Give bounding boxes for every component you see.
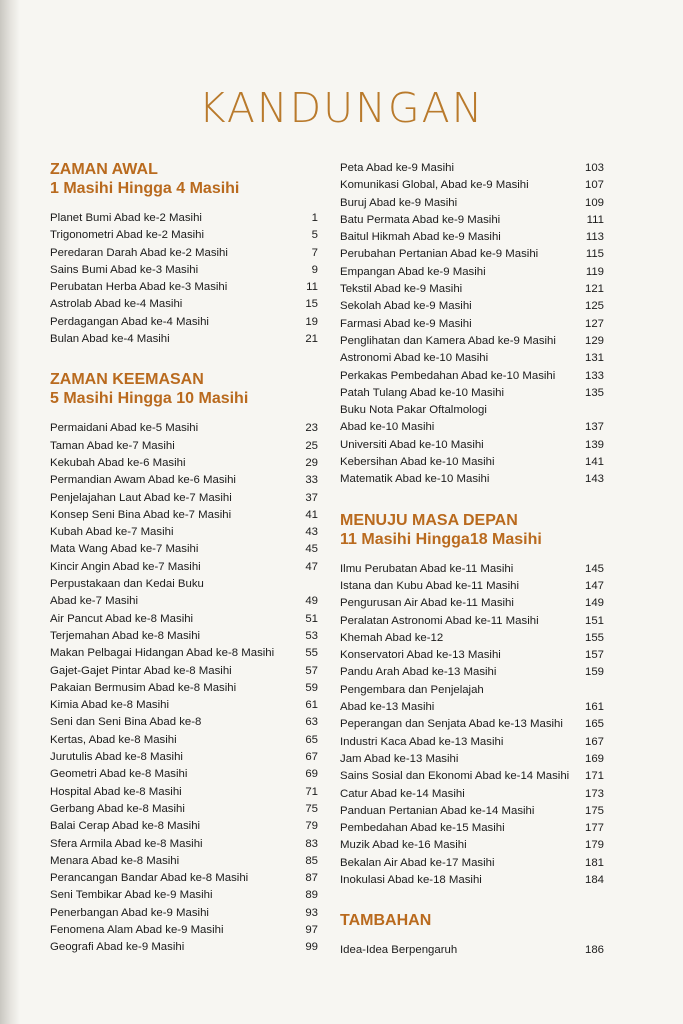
toc-entry-title: Air Pancut Abad ke-8 Masihi — [50, 612, 194, 625]
page-title: KANDUNGAN — [198, 84, 485, 132]
toc-entry — [340, 613, 604, 630]
toc-entry — [340, 246, 604, 263]
toc-entry-page-number: 131 — [584, 352, 604, 365]
toc-entry-title: Kertas, Abad ke-8 Masihi — [50, 733, 177, 746]
toc-entry-title: Industri Kaca Abad ke-13 Masihi — [340, 735, 504, 748]
toc-entry-page-number: 103 — [584, 162, 604, 174]
section-subheading: 5 Masihi Hingga 10 Masihi — [50, 390, 249, 408]
section-heading: ZAMAN KEEMASAN — [50, 371, 204, 389]
toc-entry — [50, 905, 318, 922]
toc-entry-title: Panduan Pertanian Abad ke-14 Masihi — [340, 804, 535, 817]
toc-entry-page-number: 177 — [584, 822, 604, 835]
toc-entry-title: Komunikasi Global, Abad ke-9 Masihi — [340, 179, 529, 192]
toc-entry-title: Catur Abad ke-14 Masihi — [340, 787, 465, 800]
toc-entry — [340, 630, 604, 647]
toc-entry-page-number: 159 — [584, 666, 604, 679]
toc-entry — [50, 262, 318, 279]
toc-entry-title: Kubah Abad ke-7 Masihi — [50, 526, 174, 539]
toc-entry-page-number: 181 — [584, 856, 604, 869]
toc-entry-page-number: 113 — [585, 231, 604, 244]
toc-entry — [340, 768, 604, 785]
toc-left-column — [50, 160, 318, 957]
toc-entry — [50, 611, 318, 628]
toc-entry-page-number: 115 — [585, 248, 604, 261]
toc-entry — [340, 368, 604, 385]
toc-entry — [340, 229, 604, 246]
toc-entry-page-number: 69 — [305, 768, 318, 781]
toc-entry-title: Pakaian Bermusim Abad ke-8 Masihi — [50, 681, 237, 694]
toc-entry-page-number: 147 — [584, 579, 604, 592]
toc-entry-title: Pembedahan Abad ke-15 Masihi — [340, 822, 505, 835]
toc-entry-title: Inokulasi Abad ke-18 Masihi — [340, 873, 482, 886]
toc-entry — [340, 195, 604, 212]
toc-right-column — [340, 160, 604, 960]
toc-entry-page-number: 129 — [584, 334, 604, 347]
toc-entry-page-number: 109 — [584, 196, 604, 209]
toc-entry-page-number: 173 — [584, 787, 604, 800]
toc-entry-title: Permandian Awam Abad ke-6 Masihi — [50, 474, 236, 487]
toc-entry-page-number: 99 — [305, 941, 318, 954]
toc-entry-title: Perdagangan Abad ke-4 Masihi — [50, 315, 209, 328]
toc-entry-page-number: 107 — [584, 179, 604, 192]
toc-entry-page-number: 155 — [584, 631, 604, 644]
toc-entry-title: Bekalan Air Abad ke-17 Masihi — [340, 856, 495, 869]
toc-entry — [50, 784, 318, 801]
toc-entry-title: Penjelajahan Laut Abad ke-7 Masihi — [50, 491, 232, 504]
toc-entry-page-number: 161 — [584, 701, 604, 714]
toc-entry-page-number: 47 — [305, 560, 318, 573]
toc-entry-page-number: 15 — [305, 298, 318, 311]
toc-entry-title: Empangan Abad ke-9 Masihi — [340, 265, 486, 278]
toc-entry-title: Farmasi Abad ke-9 Masihi — [340, 317, 472, 330]
toc-entry-title: Sains Sosial dan Ekonomi Abad ke-14 Masihi — [340, 770, 570, 783]
toc-entry-page-number: 133 — [584, 369, 604, 382]
toc-entry-page-number: 71 — [305, 785, 318, 798]
toc-entry — [340, 402, 604, 437]
toc-entry-page-number: 9 — [311, 263, 318, 276]
toc-entry-page-number: 75 — [305, 802, 318, 815]
toc-entry-title: Peralatan Astronomi Abad ke-11 Masihi — [340, 614, 539, 627]
toc-entry-page-number: 151 — [584, 614, 604, 627]
toc-entry-page-number: 137 — [584, 421, 604, 434]
section-heading: MENUJU MASA DEPAN — [340, 511, 518, 529]
toc-entry-title: Kebersihan Abad ke-10 Masihi — [340, 456, 495, 469]
toc-entry-page-number: 171 — [584, 770, 604, 783]
toc-entry-title: Trigonometri Abad ke-2 Masihi — [50, 229, 205, 242]
toc-entry-title: Geografi Abad ke-9 Masihi — [50, 941, 185, 954]
toc-entry-page-number: 93 — [305, 906, 318, 919]
toc-entry — [340, 578, 604, 595]
toc-entry — [50, 680, 318, 697]
toc-entry-title: Mata Wang Abad ke-7 Masihi — [50, 543, 199, 556]
toc-entry-page-number: 87 — [305, 872, 318, 885]
toc-entry-page-number: 169 — [584, 752, 604, 765]
toc-entry — [50, 296, 318, 313]
toc-entry-page-number: 139 — [584, 438, 604, 451]
toc-entry-page-number: 83 — [305, 837, 318, 850]
toc-entry — [50, 245, 318, 262]
toc-entry-title: Patah Tulang Abad ke-10 Masihi — [340, 386, 505, 399]
toc-entry — [340, 333, 604, 350]
toc-entry-title: Kimia Abad ke-8 Masihi — [50, 699, 170, 712]
toc-entry — [50, 870, 318, 887]
section-subheading: 1 Masihi Hingga 4 Masihi — [50, 180, 240, 197]
toc-entry-page-number: 45 — [305, 543, 318, 556]
toc-entry — [340, 820, 604, 837]
toc-entry-title: Matematik Abad ke-10 Masihi — [340, 473, 490, 486]
toc-entry — [50, 628, 318, 645]
toc-entry — [50, 836, 318, 853]
toc-entry-page-number: 21 — [305, 333, 318, 346]
toc-entry — [340, 716, 604, 733]
toc-entry — [340, 872, 604, 889]
toc-entry-page-number: 179 — [584, 839, 604, 852]
toc-entry-title: Sfera Armila Abad ke-8 Masihi — [50, 837, 203, 850]
toc-entry — [50, 939, 318, 956]
toc-entry — [340, 264, 604, 281]
toc-entry-page-number: 59 — [305, 681, 318, 694]
toc-entry — [50, 766, 318, 783]
toc-entry-page-number: 57 — [305, 664, 318, 677]
toc-entry-title: Gerbang Abad ke-8 Masihi — [50, 802, 185, 815]
toc-entry — [50, 749, 318, 766]
toc-entry-title: Perubahan Pertanian Abad ke-9 Masihi — [340, 248, 539, 261]
section-subheading: 11 Masihi Hingga18 Masihi — [340, 530, 542, 548]
toc-entry — [50, 818, 318, 835]
toc-entry-title: Buku Nota Pakar Oftalmologi — [340, 404, 487, 417]
toc-entry-page-number: 97 — [305, 923, 318, 936]
toc-entry — [50, 472, 318, 489]
toc-entry-page-number: 37 — [305, 491, 318, 504]
toc-entry-page-number: 65 — [305, 733, 318, 746]
toc-entry-title: Konservatori Abad ke-13 Masihi — [340, 649, 501, 662]
toc-entry-page-number: 167 — [584, 735, 604, 748]
toc-entry-page-number: 23 — [305, 422, 318, 435]
toc-entry — [50, 645, 318, 662]
toc-entry — [340, 561, 604, 578]
toc-entry-title: Hospital Abad ke-8 Masihi — [50, 785, 182, 798]
toc-entry-page-number: 89 — [305, 889, 318, 902]
toc-entry — [340, 350, 604, 367]
book-spine-shadow — [0, 0, 20, 1024]
toc-entry — [340, 786, 604, 803]
toc-entry — [340, 734, 604, 751]
toc-entry-page-number: 157 — [584, 649, 604, 662]
toc-entry-title: Pengurusan Air Abad ke-11 Masihi — [340, 597, 514, 610]
toc-entry — [340, 837, 604, 854]
toc-entry — [50, 524, 318, 541]
toc-entry — [50, 663, 318, 680]
toc-entry-title: Penerbangan Abad ke-9 Masihi — [50, 906, 209, 919]
toc-entry-title: Khemah Abad ke-12 — [340, 631, 444, 644]
toc-entry-page-number: 111 — [586, 213, 604, 226]
toc-entry — [340, 316, 604, 333]
toc-list — [340, 160, 604, 489]
toc-entry-title: Penglihatan dan Kamera Abad ke-9 Masihi — [340, 334, 556, 347]
toc-entry-title: Seni dan Seni Bina Abad ke-8 — [50, 716, 202, 729]
toc-entry — [340, 942, 604, 959]
toc-entry — [50, 227, 318, 244]
toc-entry — [50, 455, 318, 472]
toc-entry-page-number: 19 — [305, 315, 318, 328]
toc-entry-page-number: 25 — [305, 439, 318, 452]
toc-entry-page-number: 143 — [584, 473, 604, 486]
toc-entry-title: Buruj Abad ke-9 Masihi — [340, 196, 458, 209]
toc-entry-title: Sains Bumi Abad ke-3 Masihi — [50, 263, 199, 276]
toc-entry — [50, 576, 318, 611]
section-heading: TAMBAHAN — [340, 912, 432, 930]
toc-entry — [340, 647, 604, 664]
toc-entry-page-number: 145 — [584, 562, 604, 575]
toc-entry — [50, 314, 318, 331]
toc-entry — [340, 664, 604, 681]
toc-entry-page-number: 85 — [305, 854, 318, 867]
toc-entry-page-number: 53 — [305, 629, 318, 642]
toc-entry-title: Jurutulis Abad ke-8 Masihi — [50, 751, 183, 764]
toc-entry-title-continued: Abad ke-10 Masihi — [340, 421, 435, 434]
toc-entry — [50, 490, 318, 507]
toc-entry-page-number: 141 — [584, 456, 604, 469]
toc-entry-page-number: 29 — [305, 456, 318, 469]
toc-entry-page-number: 55 — [305, 647, 318, 660]
toc-entry-title-continued: Abad ke-7 Masihi — [50, 595, 139, 608]
toc-entry — [340, 682, 604, 717]
toc-entry-title: Batu Permata Abad ke-9 Masihi — [340, 213, 501, 226]
toc-entry — [50, 507, 318, 524]
toc-entry-page-number: 79 — [305, 820, 318, 833]
toc-entry-title: Perancangan Bandar Abad ke-8 Masihi — [50, 872, 249, 885]
toc-entry-page-number: 49 — [305, 595, 318, 608]
toc-entry-page-number: 41 — [305, 508, 318, 521]
toc-entry-title: Terjemahan Abad ke-8 Masihi — [50, 629, 201, 642]
toc-entry-title: Gajet-Gajet Pintar Abad ke-8 Masihi — [50, 664, 232, 677]
toc-entry — [340, 160, 604, 177]
toc-entry — [50, 210, 318, 227]
toc-entry-title: Ilmu Perubatan Abad ke-11 Masihi — [340, 562, 514, 575]
toc-entry-page-number: 51 — [305, 612, 318, 625]
toc-entry-title: Menara Abad ke-8 Masihi — [50, 854, 180, 867]
toc-entry-page-number: 61 — [305, 699, 318, 712]
toc-entry-title: Kekubah Abad ke-6 Masihi — [50, 456, 186, 469]
toc-list — [340, 561, 604, 890]
toc-list — [50, 420, 318, 956]
toc-entry-page-number: 5 — [311, 229, 318, 242]
toc-entry-page-number: 7 — [311, 246, 318, 259]
toc-entry — [340, 803, 604, 820]
toc-entry-title: Astrolab Abad ke-4 Masihi — [50, 298, 183, 311]
toc-entry — [50, 853, 318, 870]
toc-entry-page-number: 119 — [585, 265, 604, 278]
toc-entry — [50, 420, 318, 437]
toc-entry-title: Kincir Angin Abad ke-7 Masihi — [50, 560, 201, 573]
toc-entry-title-continued: Abad ke-13 Masihi — [340, 701, 435, 714]
toc-entry-page-number: 33 — [305, 474, 318, 487]
toc-entry-title: Istana dan Kubu Abad ke-11 Masihi — [340, 579, 519, 592]
toc-entry-title: Perubatan Herba Abad ke-3 Masihi — [50, 281, 228, 294]
toc-entry-title: Perkakas Pembedahan Abad ke-10 Masihi — [340, 369, 556, 382]
toc-entry-title: Makan Pelbagai Hidangan Abad ke-8 Masihi — [50, 647, 275, 660]
toc-entry — [340, 855, 604, 872]
toc-entry-page-number: 1 — [311, 212, 318, 224]
toc-entry-page-number: 149 — [584, 597, 604, 610]
toc-entry-title: Seni Tembikar Abad ke-9 Masihi — [50, 889, 213, 902]
toc-entry-title: Peredaran Darah Abad ke-2 Masihi — [50, 246, 228, 259]
toc-list — [340, 942, 604, 959]
toc-entry — [340, 454, 604, 471]
toc-entry-title: Pandu Arah Abad ke-13 Masihi — [340, 666, 497, 679]
section-heading: ZAMAN AWAL — [50, 161, 158, 178]
toc-entry-page-number: 43 — [305, 526, 318, 539]
toc-entry-title: Baitul Hikmah Abad ke-9 Masihi — [340, 231, 501, 244]
toc-entry-page-number: 175 — [584, 804, 604, 817]
toc-entry-page-number: 11 — [306, 281, 318, 294]
toc-entry-page-number: 125 — [584, 300, 604, 313]
toc-entry — [50, 331, 318, 348]
toc-entry — [50, 732, 318, 749]
toc-entry-title: Geometri Abad ke-8 Masihi — [50, 768, 188, 781]
toc-entry-title: Taman Abad ke-7 Masihi — [50, 439, 175, 452]
toc-entry — [50, 887, 318, 904]
toc-entry — [340, 437, 604, 454]
toc-entry-title: Astronomi Abad ke-10 Masihi — [340, 352, 489, 365]
toc-list — [50, 210, 318, 348]
toc-entry — [340, 212, 604, 229]
toc-entry-title: Universiti Abad ke-10 Masihi — [340, 438, 484, 451]
toc-entry-title: Muzik Abad ke-16 Masihi — [340, 839, 467, 852]
toc-entry — [340, 298, 604, 315]
toc-entry-title: Jam Abad ke-13 Masihi — [340, 752, 459, 765]
toc-entry-title: Fenomena Alam Abad ke-9 Masihi — [50, 923, 224, 936]
toc-entry — [340, 595, 604, 612]
toc-entry — [50, 541, 318, 558]
toc-entry-page-number: 63 — [305, 716, 318, 729]
toc-entry — [50, 559, 318, 576]
toc-entry — [340, 177, 604, 194]
toc-entry-title: Pengembara dan Penjelajah — [340, 683, 484, 696]
toc-entry — [50, 697, 318, 714]
toc-entry-title: Sekolah Abad ke-9 Masihi — [340, 300, 472, 313]
toc-entry-title: Planet Bumi Abad ke-2 Masihi — [50, 212, 202, 224]
toc-entry — [50, 438, 318, 455]
toc-entry-page-number: 67 — [305, 751, 318, 764]
toc-entry — [50, 922, 318, 939]
toc-entry — [50, 279, 318, 296]
toc-entry-page-number: 165 — [584, 718, 604, 731]
toc-entry-page-number: 121 — [584, 283, 604, 296]
toc-entry-title: Idea-Idea Berpengaruh — [340, 944, 458, 957]
toc-entry — [340, 751, 604, 768]
toc-entry-title: Konsep Seni Bina Abad ke-7 Masihi — [50, 508, 232, 521]
toc-entry — [340, 281, 604, 298]
toc-entry-title: Peta Abad ke-9 Masihi — [340, 162, 454, 174]
toc-entry — [50, 714, 318, 731]
toc-entry-title: Permaidani Abad ke-5 Masihi — [50, 422, 199, 435]
toc-entry-page-number: 186 — [584, 944, 604, 957]
toc-entry — [340, 471, 604, 488]
toc-entry-title: Perpustakaan dan Kedai Buku — [50, 578, 204, 591]
toc-entry-title: Bulan Abad ke-4 Masihi — [50, 333, 170, 346]
toc-entry-page-number: 184 — [584, 873, 604, 886]
toc-entry-title: Tekstil Abad ke-9 Masihi — [340, 283, 463, 296]
toc-entry — [340, 385, 604, 402]
toc-entry-page-number: 127 — [584, 317, 604, 330]
toc-entry — [50, 801, 318, 818]
toc-entry-title: Balai Cerap Abad ke-8 Masihi — [50, 820, 201, 833]
toc-entry-title: Peperangan dan Senjata Abad ke-13 Masihi — [340, 718, 563, 731]
toc-entry-page-number: 135 — [584, 386, 604, 399]
